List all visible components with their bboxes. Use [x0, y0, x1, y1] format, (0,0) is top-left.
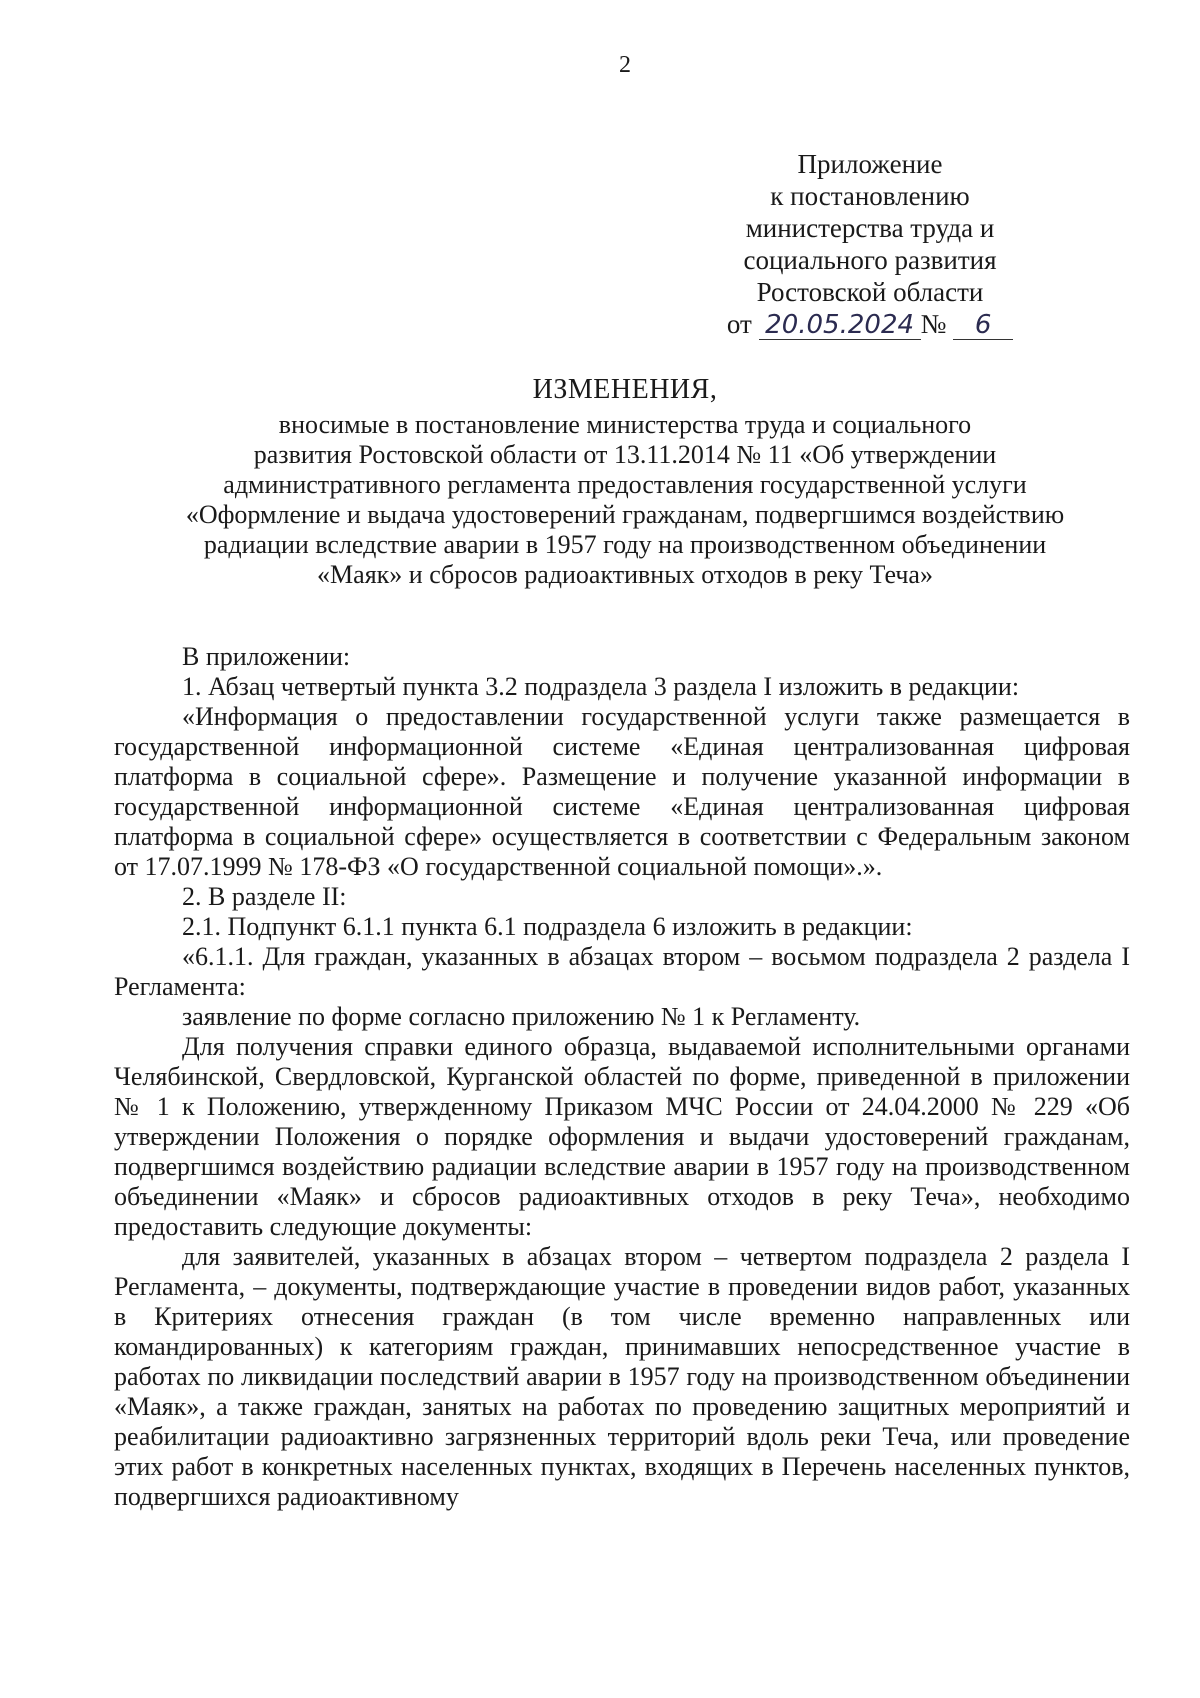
body-paragraph: заявление по форме согласно приложению № 1 к Регламенту.: [182, 1002, 861, 1031]
appendix-line: к постановлению: [770, 181, 970, 211]
appendix-header: [700, 148, 1040, 340]
date-prefix: от: [726, 309, 752, 339]
subtitle-line: административного регламента предоставления государственной услуги: [223, 470, 1027, 499]
body-paragraph: 2.1. Подпункт 6.1.1 пункта 6.1 подраздела 6 изложить в редакции:: [182, 912, 913, 941]
appendix-date-line: [700, 308, 1040, 340]
document-subtitle: [120, 410, 1130, 590]
document-body: [114, 642, 1130, 1512]
appendix-line: Ростовской области: [756, 277, 984, 307]
body-paragraph: 1. Абзац четвертый пункта 3.2 подраздела 3 раздела I изложить в редакции:: [182, 672, 1020, 701]
body-paragraph: для заявителей, указанных в абзацах втором – четвертом подраздела 2 раздела I Регламента, – документы, подтверждающие участие в проведении видов работ, указанных в Критериях отнесения граждан (в том числе временно направленных или командированных) к категориям граждан, принимавших непосредственное участие в работах по ликвидации последствий аварии в 1957 году на производственном объединении «Маяк», а также граждан, занятых на работах по проведению защитных мероприятий и реабилитации радиоактивно загрязненных территорий вдоль реки Теча, или проведение этих работ в конкретных населенных пунктах, входящих в Перечень населенных пунктов, подвергшихся радиоактивному: [114, 1242, 1130, 1511]
page-number: 2: [619, 52, 631, 78]
subtitle-line: развития Ростовской области от 13.11.2014 № 11 «Об утверждении: [253, 440, 997, 469]
body-paragraph: В приложении:: [182, 642, 351, 671]
appendix-line: Приложение: [797, 149, 943, 179]
subtitle-line: «Маяк» и сбросов радиоактивных отходов в реку Теча»: [317, 560, 933, 589]
document-title: ИЗМЕНЕНИЯ,: [532, 374, 718, 405]
appendix-line: министерства труда и: [745, 213, 995, 243]
handwritten-date: 20.05.2024: [759, 311, 921, 340]
body-paragraph: 2. В разделе II:: [182, 882, 347, 911]
subtitle-line: вносимые в постановление министерства труда и социального: [278, 410, 972, 439]
subtitle-line: «Оформление и выдача удостоверений гражданам, подвергшимся воздействию: [185, 500, 1065, 529]
subtitle-line: радиации вследствие аварии в 1957 году на производственном объединении: [203, 530, 1047, 559]
handwritten-number: 6: [953, 311, 1013, 340]
body-paragraph: «Информация о предоставлении государственной услуги также размещается в государственной информационной системе «Единая централизованная цифровая платформа в социальной сфере». Размещение и получение указанной информации в государственной информационной системе «Единая централизованная цифровая платформа в социальной сфере» осуществляется в соответствии с Федеральным законом от 17.07.1999 № 178-ФЗ «О государственной социальной помощи».».: [114, 702, 1130, 881]
appendix-line: социального развития: [743, 245, 997, 275]
body-paragraph: «6.1.1. Для граждан, указанных в абзацах втором – восьмом подраздела 2 раздела I Регламента:: [114, 942, 1130, 1001]
number-sign: №: [920, 309, 947, 339]
body-paragraph: Для получения справки единого образца, выдаваемой исполнительными органами Челябинской, Свердловской, Курганской областей по форме, приведенной в приложении № 1 к Положению, утвержденному Приказом МЧС России от 24.04.2000 № 229 «Об утверждении Положения о порядке оформления и выдачи удостоверений гражданам, подвергшимся воздействию радиации вследствие аварии в 1957 году на производственном объединении «Маяк» и сбросов радиоактивных отходов в реку Теча», необходимо предоставить следующие документы:: [114, 1032, 1130, 1241]
